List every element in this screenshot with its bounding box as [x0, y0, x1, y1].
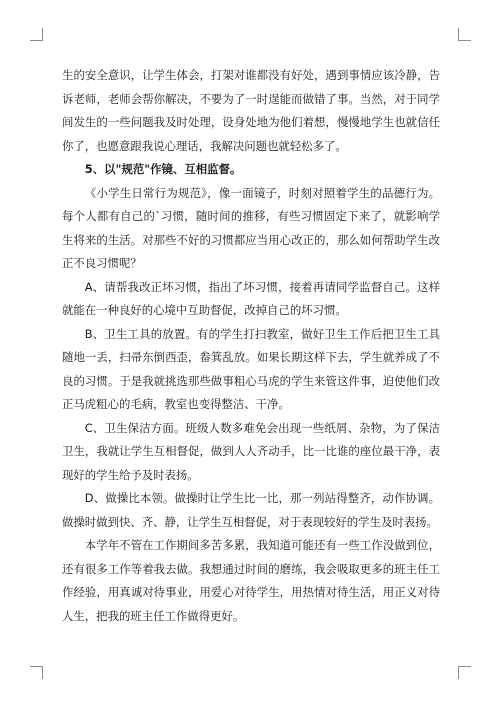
crop-mark-bottom-left	[30, 666, 43, 679]
paragraph-item-d: D、做操比本领。做操时让学生比一比，那一列站得整齐，动作协调。做操时做到快、齐、静，让学生互相督促，对于表现较好的学生及时表扬。	[62, 491, 440, 529]
section-heading-5: 5、以"规范"作镜、互相监督。	[84, 162, 242, 176]
paragraph-behavior-norms: 《小学生日常行为规范》，像一面镜子，时刻对照着学生的品德行为。每个人都有自己的`习惯，随时间的推移，有些习惯固定下来了，就影响学生将来的生活。对那些不好的习惯都应当用心改正的，那么如何帮助学生改正不良习惯呢？	[62, 185, 440, 270]
paragraph-item-a: A、请帮我改正坏习惯，指出了坏习惯，接着再请同学监督自己。这样就能在一种良好的心境中互助督促，改掉自己的坏习惯。	[62, 279, 440, 317]
crop-mark-top-left	[30, 28, 43, 41]
paragraph-item-b: B、卫生工具的放置。有的学生打扫教室，做好卫生工作后把卫生工具随地一丢，扫帚东倒西歪，畚箕乱放。如果长期这样下去，学生就养成了不良的习惯。于是我就挑选那些做事粗心马虎的学生来管这件事，迫使他们改正马虎粗心的毛病，教室也变得整洁、干净。	[62, 326, 440, 411]
paragraph-summary: 本学年不管在工作期间多苦多累，我知道可能还有一些工作没做到位，还有很多工作等着我去做。我想通过时间的磨练，我会吸取更多的班主任工作经验，用真诚对待事业，用爱心对待学生，用热情对待生活，用正义对待人生，把我的班主任工作做得更好。	[62, 538, 440, 623]
paragraph-continuation: 生的安全意识，让学生体会，打架对谁都没有好处，遇到事情应该冷静，告诉老师，老师会帮你解决，不要为了一时逞能而做错了事。当然，对于同学间发生的一些问题我及时处理，设身处地为他们着想，慢慢地学生也就信任你了，也愿意跟我说心理话，我解决问题也就轻松多了。	[62, 68, 440, 153]
crop-mark-top-right	[458, 28, 471, 41]
document-body	[62, 64, 440, 628]
crop-mark-bottom-right	[458, 666, 471, 679]
paragraph-item-c: C、卫生保洁方面。班级人数多难免会出现一些纸屑、杂物，为了保洁卫生，我就让学生互相督促，做到人人齐动手，比一比谁的座位最干净，表现好的学生给予及时表扬。	[62, 420, 440, 482]
